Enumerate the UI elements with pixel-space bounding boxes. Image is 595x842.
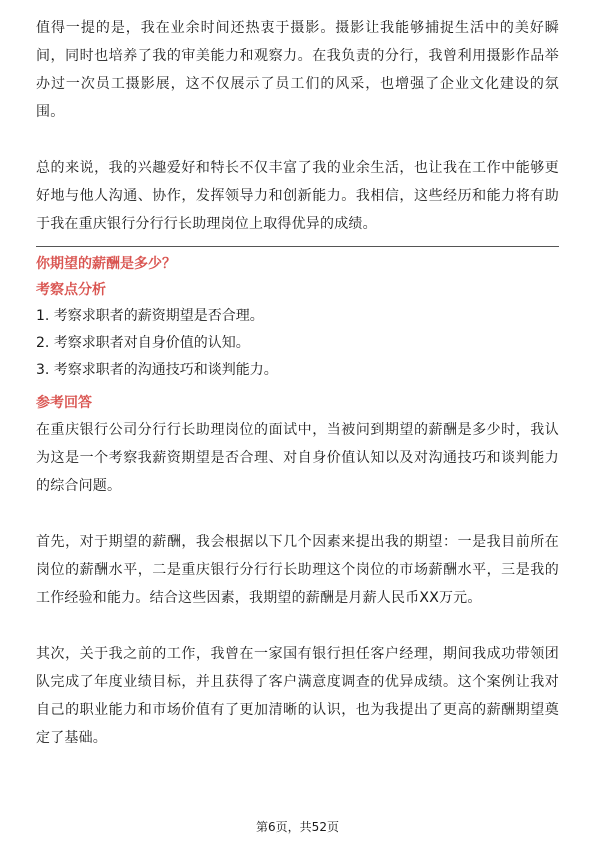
question-title: 你期望的薪酬是多少？	[36, 256, 176, 272]
answer-paragraph: 首先，对于期望的薪酬，我会根据以下几个因素来提出我的期望：一是我目前所在岗位的薪酬水平，二是重庆银行分行行长助理这个岗位的市场薪酬水平，三是我的工作经验和能力。结合这些因素，我期望的薪酬是月薪人民币XX万元。	[36, 534, 559, 606]
analysis-item: 2. 考察求职者对自身价值的认知。	[36, 335, 250, 351]
section-divider	[36, 246, 559, 247]
page-number-footer: 第6页，共52页	[256, 820, 339, 834]
answer-title: 参考回答	[36, 395, 92, 411]
document-page	[36, 14, 559, 752]
paragraph-gap	[36, 612, 559, 640]
intro-paragraph-photography: 值得一提的是，我在业余时间还热衷于摄影。摄影让我能够捕捉生活中的美好瞬间，同时也培养了我的审美能力和观察力。在我负责的分行，我曾利用摄影作品举办过一次员工摄影展，这不仅展示了员工们的风采，也增强了企业文化建设的氛围。	[36, 20, 559, 120]
analysis-item: 1. 考察求职者的薪资期望是否合理。	[36, 308, 264, 324]
answer-paragraph: 其次，关于我之前的工作，我曾在一家国有银行担任客户经理，期间我成功带领团队完成了年度业绩目标，并且获得了客户满意度调查的优异成绩。这个案例让我对自己的职业能力和市场价值有了更加清晰的认识，也为我提出了更高的薪酬期望奠定了基础。	[36, 646, 559, 746]
answer-paragraph: 在重庆银行公司分行行长助理岗位的面试中，当被问到期望的薪酬是多少时，我认为这是一个考察我薪资期望是否合理、对自身价值认知以及对沟通技巧和谈判能力的综合问题。	[36, 422, 559, 494]
analysis-item: 3. 考察求职者的沟通技巧和谈判能力。	[36, 362, 278, 378]
paragraph-gap	[36, 500, 559, 528]
paragraph-gap	[36, 126, 559, 154]
analysis-title: 考察点分析	[36, 282, 106, 298]
intro-paragraph-summary: 总的来说，我的兴趣爱好和特长不仅丰富了我的业余生活，也让我在工作中能够更好地与他人沟通、协作，发挥领导力和创新能力。我相信，这些经历和能力将有助于我在重庆银行分行行长助理岗位上取得优异的成绩。	[36, 160, 559, 232]
